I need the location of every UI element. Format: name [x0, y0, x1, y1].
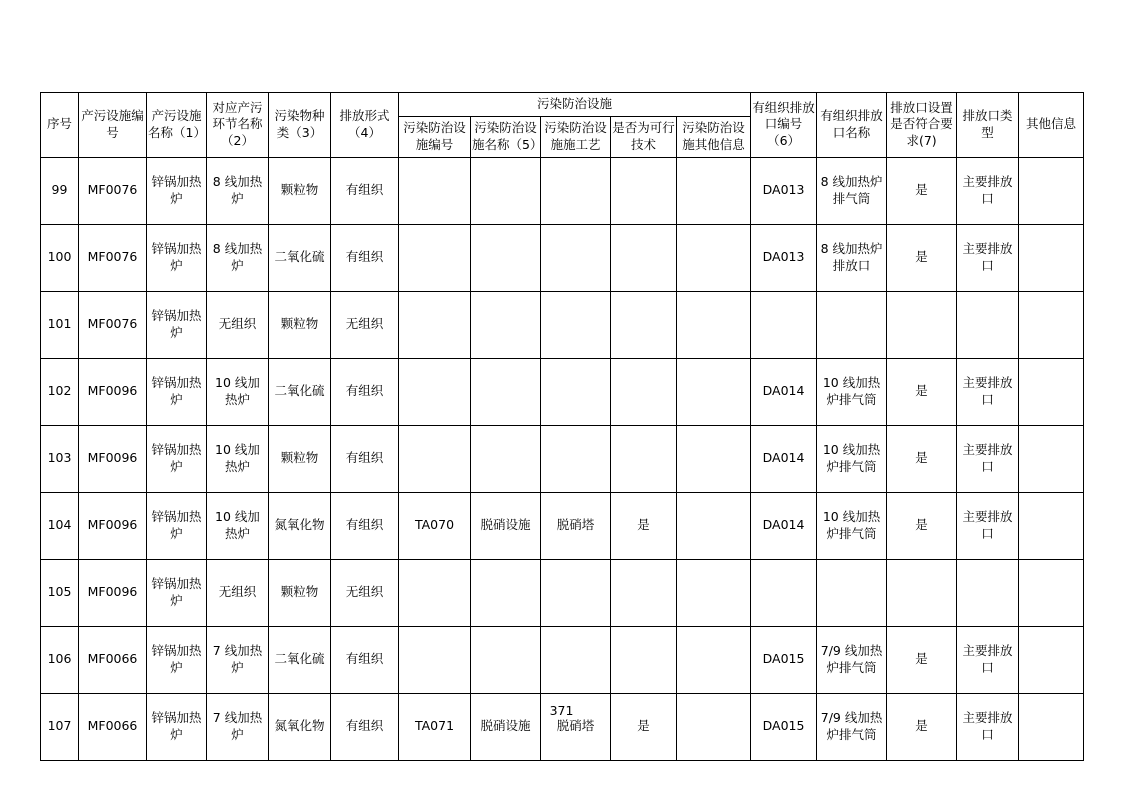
cell-outlet_code: DA015	[751, 626, 817, 693]
cell-pcf_name: 脱硝设施	[471, 693, 541, 760]
cell-outlet_type: 主要排放口	[957, 425, 1019, 492]
cell-facility_code: MF0096	[79, 559, 147, 626]
cell-outlet_type	[957, 291, 1019, 358]
cell-pcf_feasible	[611, 291, 677, 358]
cell-facility_code: MF0096	[79, 492, 147, 559]
page-number: 371	[549, 703, 574, 718]
th-outlet-conform: 排放口设置是否符合要求(7)	[887, 93, 957, 158]
cell-link_name: 无组织	[207, 559, 269, 626]
cell-pcf_feasible	[611, 425, 677, 492]
cell-pcf_name	[471, 224, 541, 291]
cell-emission_form: 有组织	[331, 693, 399, 760]
cell-outlet_name: 10 线加热炉排气筒	[817, 358, 887, 425]
cell-pcf_other	[677, 492, 751, 559]
cell-emission_form: 有组织	[331, 626, 399, 693]
cell-pcf_other	[677, 425, 751, 492]
cell-pcf_feasible: 是	[611, 492, 677, 559]
cell-pcf_other	[677, 291, 751, 358]
cell-pcf_process	[541, 626, 611, 693]
cell-seq: 105	[41, 559, 79, 626]
cell-facility_name: 锌锅加热炉	[147, 425, 207, 492]
cell-emission_form: 有组织	[331, 224, 399, 291]
th-outlet-code: 有组织排放口编号（6）	[751, 93, 817, 158]
cell-outlet_conform: 是	[887, 626, 957, 693]
cell-outlet_code: DA014	[751, 425, 817, 492]
cell-other_info	[1019, 425, 1084, 492]
cell-link_name: 7 线加热炉	[207, 626, 269, 693]
table-row	[41, 425, 1084, 492]
cell-pcf_name	[471, 291, 541, 358]
cell-facility_name: 锌锅加热炉	[147, 291, 207, 358]
th-facility-name: 产污设施名称（1）	[147, 93, 207, 158]
table-row	[41, 224, 1084, 291]
cell-other_info	[1019, 492, 1084, 559]
cell-facility_name: 锌锅加热炉	[147, 626, 207, 693]
cell-outlet_type: 主要排放口	[957, 492, 1019, 559]
cell-facility_code: MF0066	[79, 693, 147, 760]
th-outlet-name: 有组织排放口名称	[817, 93, 887, 158]
cell-outlet_code: DA014	[751, 492, 817, 559]
cell-facility_name: 锌锅加热炉	[147, 157, 207, 224]
cell-pcf_feasible	[611, 559, 677, 626]
cell-facility_code: MF0076	[79, 157, 147, 224]
cell-outlet_conform: 是	[887, 358, 957, 425]
cell-seq: 99	[41, 157, 79, 224]
cell-facility_code: MF0096	[79, 425, 147, 492]
cell-pollutant_type: 二氧化硫	[269, 358, 331, 425]
cell-pcf_feasible: 是	[611, 693, 677, 760]
cell-link_name: 10 线加热炉	[207, 358, 269, 425]
table-row	[41, 157, 1084, 224]
cell-seq: 106	[41, 626, 79, 693]
cell-pcf_name	[471, 626, 541, 693]
cell-pollutant_type: 二氧化硫	[269, 224, 331, 291]
cell-link_name: 7 线加热炉	[207, 693, 269, 760]
table-header-row-group	[41, 93, 1084, 117]
cell-other_info	[1019, 626, 1084, 693]
cell-outlet_code: DA013	[751, 157, 817, 224]
table-row	[41, 492, 1084, 559]
cell-pcf_code: TA070	[399, 492, 471, 559]
cell-outlet_name: 10 线加热炉排气筒	[817, 425, 887, 492]
cell-outlet_type: 主要排放口	[957, 626, 1019, 693]
cell-outlet_conform: 是	[887, 224, 957, 291]
cell-pcf_code	[399, 157, 471, 224]
cell-pcf_name	[471, 425, 541, 492]
cell-facility_name: 锌锅加热炉	[147, 492, 207, 559]
cell-outlet_code	[751, 559, 817, 626]
cell-other_info	[1019, 559, 1084, 626]
cell-outlet_conform	[887, 291, 957, 358]
cell-other_info	[1019, 224, 1084, 291]
th-other-info: 其他信息	[1019, 93, 1084, 158]
table-head	[41, 93, 1084, 158]
cell-outlet_name	[817, 559, 887, 626]
cell-emission_form: 无组织	[331, 291, 399, 358]
cell-pcf_process	[541, 358, 611, 425]
cell-outlet_conform	[887, 559, 957, 626]
cell-pcf_feasible	[611, 358, 677, 425]
table-row	[41, 358, 1084, 425]
cell-outlet_code	[751, 291, 817, 358]
cell-pcf_name	[471, 559, 541, 626]
cell-pcf_other	[677, 157, 751, 224]
table-row	[41, 626, 1084, 693]
cell-outlet_code: DA013	[751, 224, 817, 291]
cell-seq: 107	[41, 693, 79, 760]
th-link-name: 对应产污环节名称（2）	[207, 93, 269, 158]
cell-outlet_conform: 是	[887, 492, 957, 559]
cell-pcf_feasible	[611, 157, 677, 224]
cell-facility_code: MF0066	[79, 626, 147, 693]
cell-facility_code: MF0096	[79, 358, 147, 425]
table-row	[41, 559, 1084, 626]
th-outlet-type: 排放口类型	[957, 93, 1019, 158]
cell-link_name: 10 线加热炉	[207, 425, 269, 492]
cell-pcf_name: 脱硝设施	[471, 492, 541, 559]
th-pollutant-type: 污染物种类（3）	[269, 93, 331, 158]
cell-outlet_code: DA014	[751, 358, 817, 425]
cell-pcf_code	[399, 425, 471, 492]
cell-pollutant_type: 氮氧化物	[269, 693, 331, 760]
cell-outlet_name: 10 线加热炉排气筒	[817, 492, 887, 559]
table-row	[41, 291, 1084, 358]
cell-pcf_code	[399, 358, 471, 425]
emission-permit-table	[40, 92, 1084, 761]
cell-seq: 104	[41, 492, 79, 559]
cell-facility_name: 锌锅加热炉	[147, 358, 207, 425]
cell-facility_code: MF0076	[79, 291, 147, 358]
cell-seq: 100	[41, 224, 79, 291]
th-facility-code: 产污设施编号	[79, 93, 147, 158]
cell-outlet_type	[957, 559, 1019, 626]
cell-pcf_code	[399, 291, 471, 358]
cell-emission_form: 有组织	[331, 425, 399, 492]
cell-pollutant_type: 氮氧化物	[269, 492, 331, 559]
cell-link_name: 无组织	[207, 291, 269, 358]
cell-pollutant_type: 颗粒物	[269, 157, 331, 224]
cell-outlet_conform: 是	[887, 425, 957, 492]
cell-pcf_process: 脱硝塔	[541, 693, 611, 760]
cell-outlet_code: DA015	[751, 693, 817, 760]
cell-facility_name: 锌锅加热炉	[147, 559, 207, 626]
cell-pcf_other	[677, 626, 751, 693]
cell-link_name: 10 线加热炉	[207, 492, 269, 559]
cell-pcf_process	[541, 559, 611, 626]
cell-outlet_conform: 是	[887, 693, 957, 760]
cell-pcf_code	[399, 559, 471, 626]
cell-facility_name: 锌锅加热炉	[147, 224, 207, 291]
table-body	[41, 157, 1084, 760]
cell-pcf_name	[471, 358, 541, 425]
th-pcf-code: 污染防治设施编号	[399, 116, 471, 157]
th-group-pollution-control: 污染防治设施	[399, 93, 751, 117]
cell-seq: 101	[41, 291, 79, 358]
cell-pcf_process	[541, 291, 611, 358]
cell-seq: 103	[41, 425, 79, 492]
cell-outlet_type: 主要排放口	[957, 224, 1019, 291]
cell-outlet_type: 主要排放口	[957, 693, 1019, 760]
cell-pcf_feasible	[611, 224, 677, 291]
cell-outlet_name: 8 线加热炉排放口	[817, 224, 887, 291]
cell-pollutant_type: 颗粒物	[269, 559, 331, 626]
cell-pollutant_type: 二氧化硫	[269, 626, 331, 693]
cell-other_info	[1019, 358, 1084, 425]
cell-pcf_name	[471, 157, 541, 224]
th-pcf-other: 污染防治设施其他信息	[677, 116, 751, 157]
th-pcf-feasible: 是否为可行技术	[611, 116, 677, 157]
cell-outlet_name: 7/9 线加热炉排气筒	[817, 693, 887, 760]
cell-pcf_process	[541, 157, 611, 224]
cell-emission_form: 有组织	[331, 492, 399, 559]
cell-emission_form: 有组织	[331, 157, 399, 224]
cell-pcf_code: TA071	[399, 693, 471, 760]
cell-pcf_feasible	[611, 626, 677, 693]
cell-link_name: 8 线加热炉	[207, 224, 269, 291]
th-seq: 序号	[41, 93, 79, 158]
cell-emission_form: 有组织	[331, 358, 399, 425]
cell-link_name: 8 线加热炉	[207, 157, 269, 224]
emission-table-wrapper	[40, 92, 1083, 761]
th-pcf-name: 污染防治设施名称（5）	[471, 116, 541, 157]
cell-emission_form: 无组织	[331, 559, 399, 626]
cell-outlet_name: 7/9 线加热炉排气筒	[817, 626, 887, 693]
cell-pcf_other	[677, 358, 751, 425]
cell-pcf_code	[399, 224, 471, 291]
cell-facility_name: 锌锅加热炉	[147, 693, 207, 760]
cell-outlet_name: 8 线加热炉排气筒	[817, 157, 887, 224]
cell-other_info	[1019, 291, 1084, 358]
cell-outlet_conform: 是	[887, 157, 957, 224]
cell-pollutant_type: 颗粒物	[269, 291, 331, 358]
cell-other_info	[1019, 157, 1084, 224]
th-pcf-process: 污染防治设施施工艺	[541, 116, 611, 157]
cell-pollutant_type: 颗粒物	[269, 425, 331, 492]
th-emission-form: 排放形式（4）	[331, 93, 399, 158]
cell-facility_code: MF0076	[79, 224, 147, 291]
cell-pcf_code	[399, 626, 471, 693]
cell-pcf_process: 脱硝塔	[541, 492, 611, 559]
cell-seq: 102	[41, 358, 79, 425]
cell-pcf_other	[677, 224, 751, 291]
cell-outlet_type: 主要排放口	[957, 358, 1019, 425]
cell-pcf_other	[677, 559, 751, 626]
cell-outlet_name	[817, 291, 887, 358]
cell-pcf_process	[541, 224, 611, 291]
cell-pcf_process	[541, 425, 611, 492]
cell-outlet_type: 主要排放口	[957, 157, 1019, 224]
